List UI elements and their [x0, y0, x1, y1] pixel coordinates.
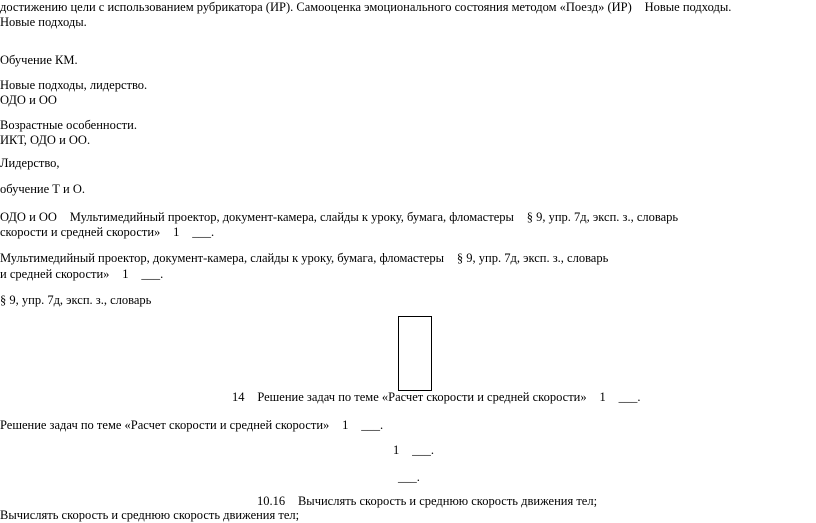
text-line-20: Вычислять скорость и среднюю скорость движения тел; — [0, 508, 300, 522]
text-line-18: ___. — [398, 470, 420, 484]
text-line-9: обучение Т и О. — [0, 182, 85, 196]
text-line-15: 14 Решение задач по теме «Расчет скорости и средней скорости» 1 ___. — [232, 390, 612, 404]
text-line-2: Новые подходы. — [0, 15, 87, 29]
text-line-19: 10.16 Вычислять скорость и среднюю скорость движения тел; — [257, 494, 588, 508]
text-line-3: Обучение КМ. — [0, 53, 78, 67]
text-line-16: Решение задач по теме «Расчет скорости и средней скорости» 1 ___. — [0, 418, 364, 432]
empty-frame — [398, 316, 432, 391]
text-line-7: ИКТ, ОДО и ОО. — [0, 133, 91, 147]
text-line-11: скорости и средней скорости» 1 ___. — [0, 225, 195, 239]
text-line-14: § 9, упр. 7д, эксп. з., словарь — [0, 293, 152, 307]
text-line-6: Возрастные особенности. — [0, 118, 137, 132]
text-line-4: Новые подходы, лидерство. — [0, 78, 148, 92]
text-line-13: и средней скорости» 1 ___. — [0, 267, 144, 281]
text-line-12: Мультимедийный проектор, документ-камера, слайды к уроку, бумага, фломастеры § 9, упр. 7д, эксп. з., словарь — [0, 251, 599, 265]
text-line-8: Лидерство, — [0, 156, 60, 170]
text-line-17: 1 ___. — [393, 443, 425, 457]
text-line-1: достижению цели с использованием рубрикатора (ИР). Самооценка эмоционального состояния методом «Поезд» (ИР) Новые подходы. — [0, 0, 722, 14]
text-line-5: ОДО и ОО — [0, 93, 57, 107]
text-line-10: ОДО и ОО Мультимедийный проектор, документ-камера, слайды к уроку, бумага, фломастеры § 9, упр. 7д, эксп. з., словарь — [0, 210, 659, 224]
